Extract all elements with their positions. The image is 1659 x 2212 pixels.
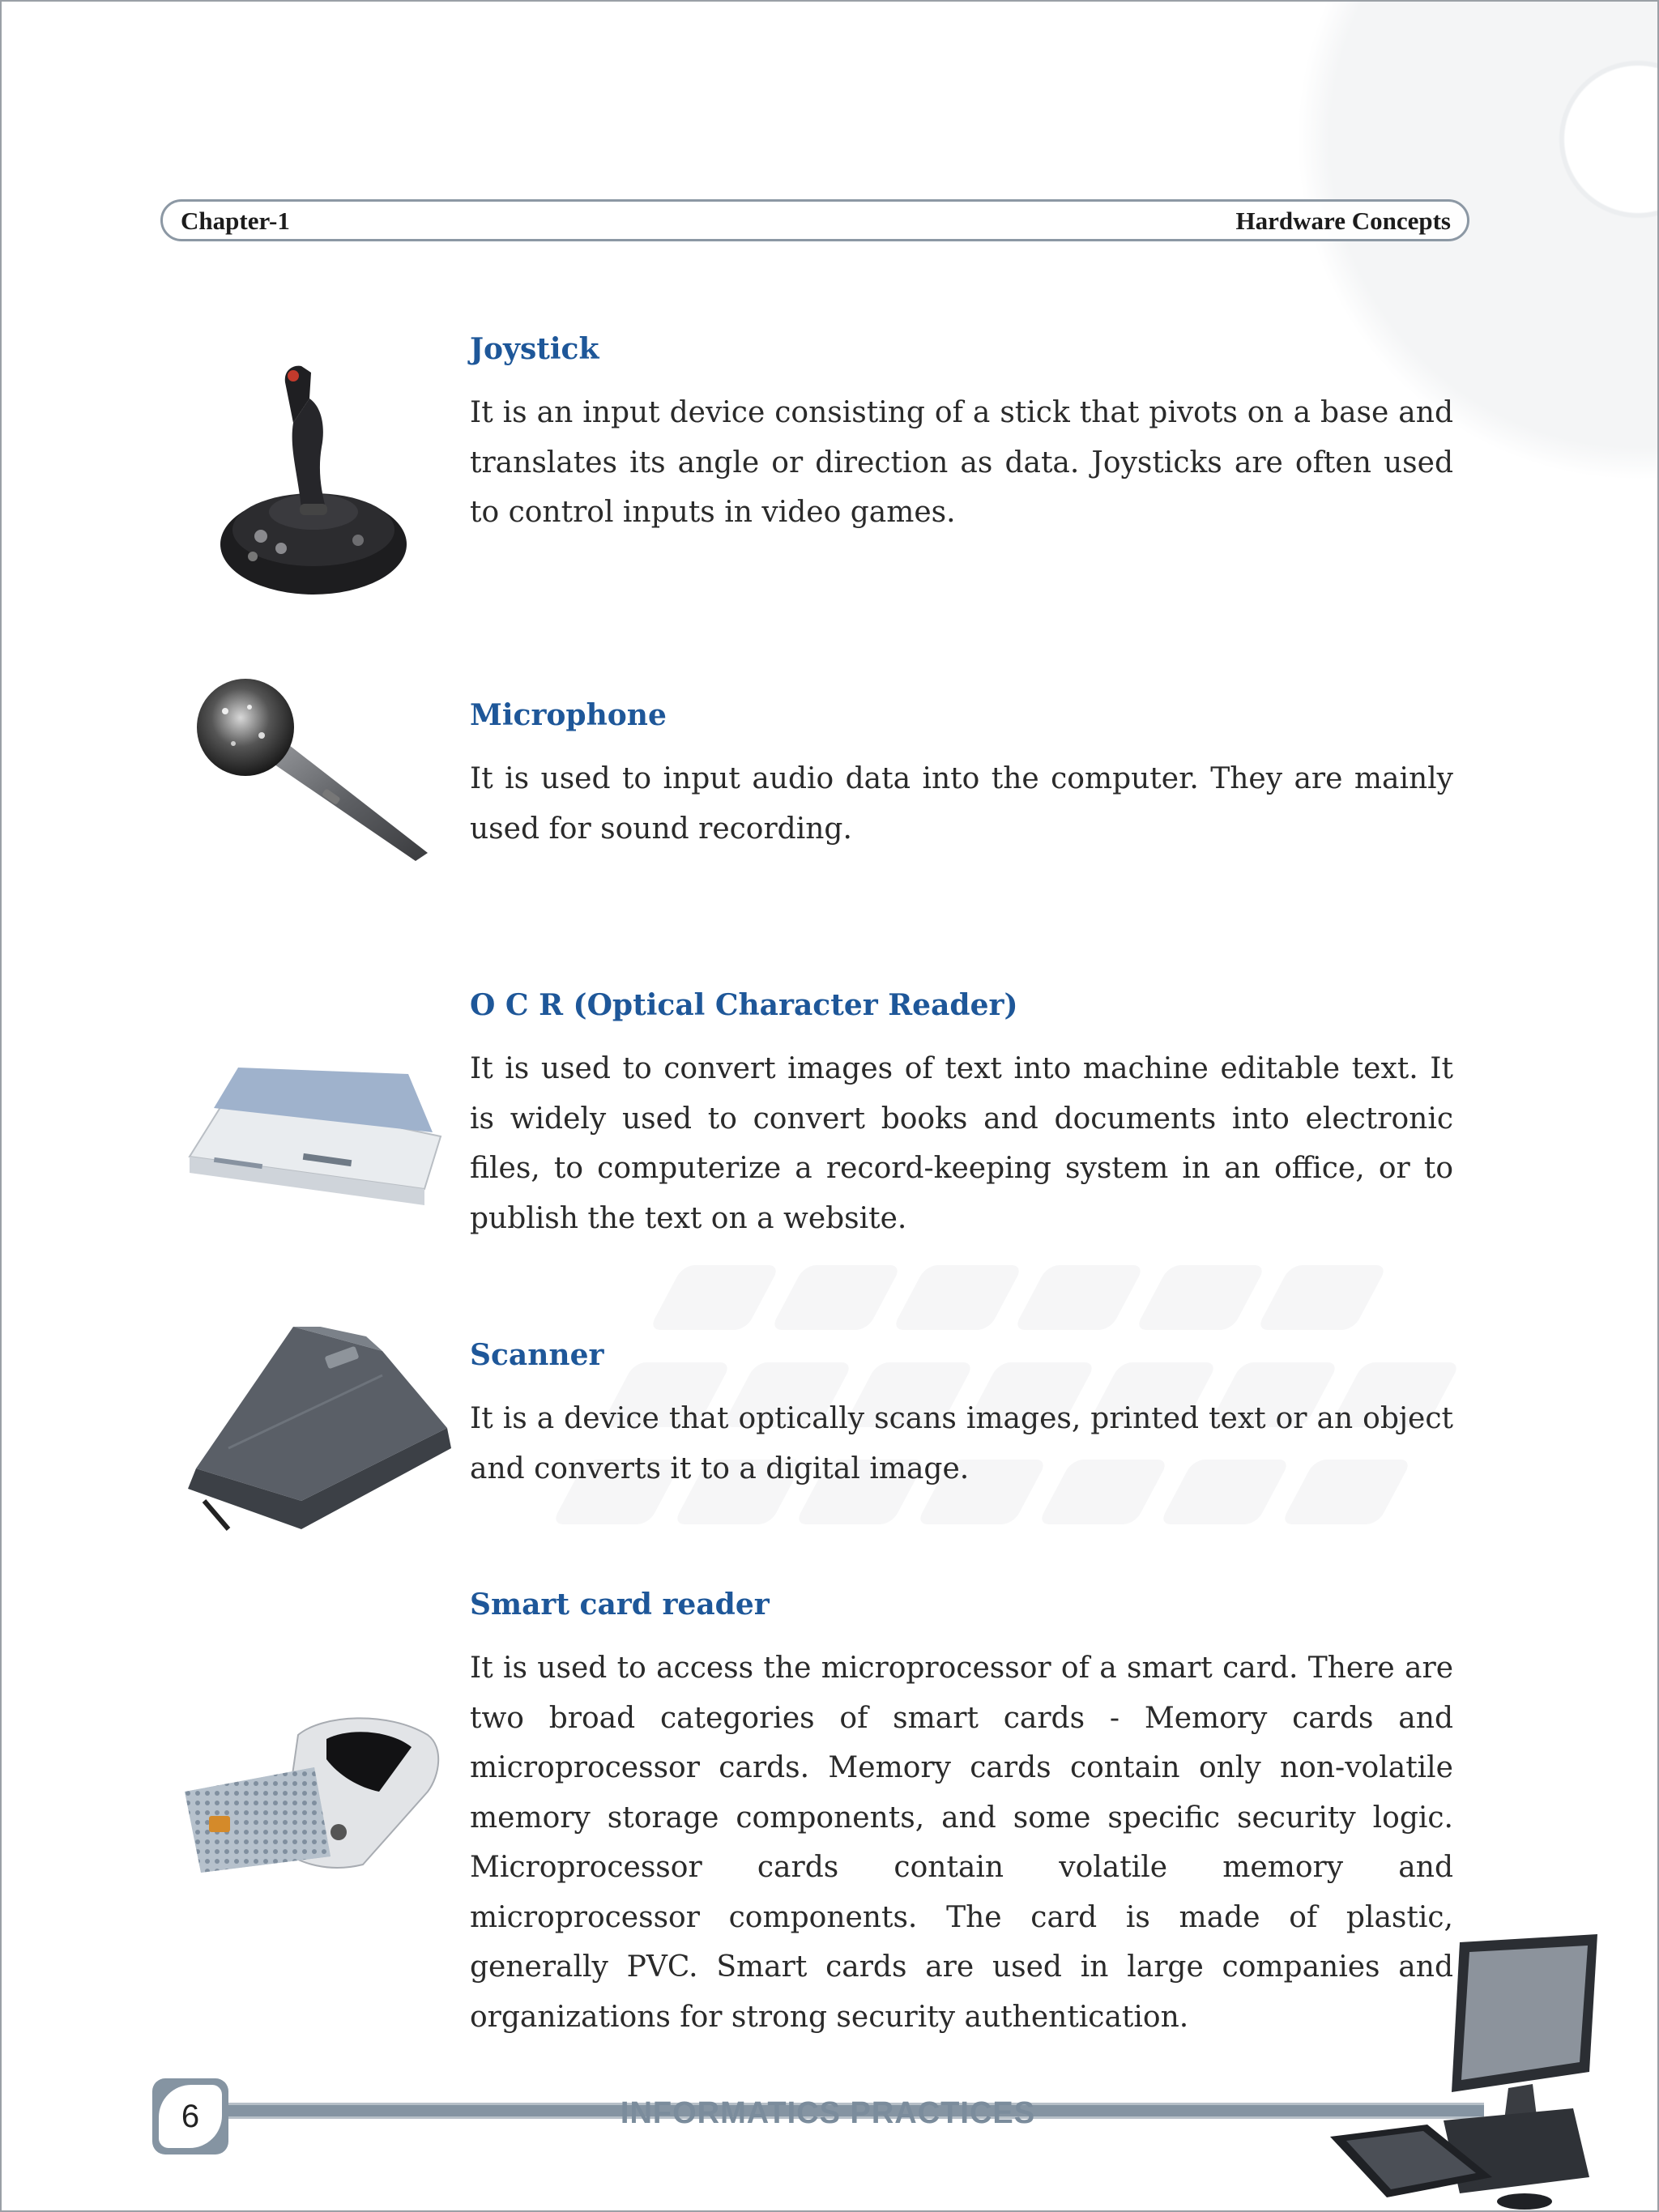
section-text: It is used to access the microprocessor of a smart card. There are two broad categories of smart cards - Memory cards and microprocessor cards. Memory cards contain only non-volatile memory storage components, and some specific security logic. Microprocessor cards contain volatile memory and microprocessor components. The card is made of plastic, generally PVC. Smart cards are used in large companies and organizations for strong security authentication. <box>470 1652 1453 2034</box>
footer-book-title: INFORMATICS PRACTICES <box>620 2096 1036 2130</box>
section-title: Microphone <box>470 698 667 732</box>
page-number: 6 <box>159 2085 222 2148</box>
section-title: Scanner <box>470 1338 604 1372</box>
page-number-box <box>152 2078 228 2154</box>
section-title: Smart card reader <box>470 1588 770 1622</box>
smart-card-reader-image <box>185 1703 452 1873</box>
section-title: O C R (Optical Character Reader) <box>470 988 1018 1022</box>
ocr-device-image <box>181 1068 449 1221</box>
microphone-image <box>185 679 444 889</box>
section-microphone <box>470 698 1453 854</box>
desktop-computer-image <box>1330 1934 1597 2210</box>
chapter-topic: Hardware Concepts <box>1235 207 1451 235</box>
section-scanner <box>470 1338 1453 1494</box>
section-text: It is used to convert images of text into machine editable text. It is widely used to convert books and documents into electronic files, to computerize a record-keeping system in an office, or to publish the text on a website. <box>470 1052 1453 1235</box>
chapter-header <box>160 199 1469 241</box>
section-text: It is used to input audio data into the computer. They are mainly used for sound recording. <box>470 762 1453 846</box>
section-title: Joystick <box>470 332 599 366</box>
section-ocr <box>470 988 1453 1243</box>
section-text: It is a device that optically scans images, printed text or an object and converts it to a digital image. <box>470 1402 1453 1485</box>
joystick-image <box>212 350 415 601</box>
section-joystick <box>470 332 1453 538</box>
chapter-label: Chapter-1 <box>181 207 290 235</box>
section-text: It is an input device consisting of a stick that pivots on a base and translates its angle or direction as data. Joysticks are often used to control inputs in video games. <box>470 396 1453 530</box>
section-smart-card-reader <box>470 1588 1453 2042</box>
scanner-image <box>180 1327 455 1534</box>
